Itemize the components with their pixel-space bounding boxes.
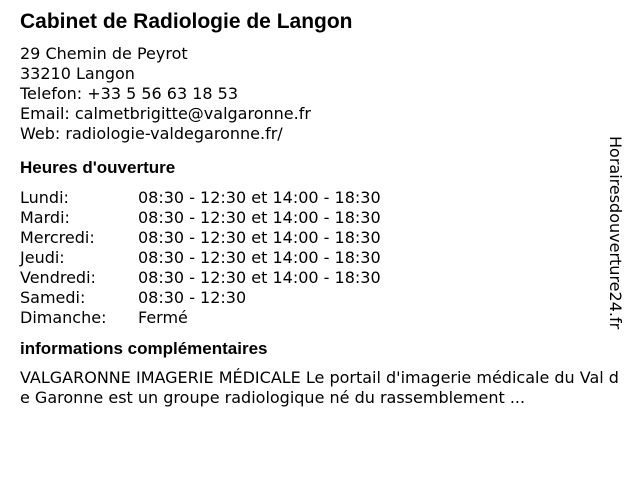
day-label: Mardi: [20,208,70,227]
time-value: 08:30 - 12:30 et 14:00 - 18:30 [138,268,381,287]
day-label: Jeudi: [20,248,65,267]
web-line[interactable]: Web: radiologie-valdegaronne.fr/ [20,124,283,143]
time-value: 08:30 - 12:30 [138,288,247,307]
info-description: VALGARONNE IMAGERIE MÉDICALE Le portail d'imagerie médicale du Val de Garonne est un groupe radiologique né du rassemblement ... [20,368,619,407]
hours-table [20,188,620,328]
business-name: Cabinet de Radiologie de Langon [20,10,353,33]
hours-row-saturday [20,288,620,308]
email-line[interactable]: Email: calmetbrigitte@valgaronne.fr [20,104,311,123]
hours-row-wednesday [20,228,620,248]
day-label: Lundi: [20,188,69,207]
hours-row-friday [20,268,620,288]
site-watermark: Horairesdouverture24.fr [606,136,625,330]
day-label: Samedi: [20,288,86,307]
day-label: Mercredi: [20,228,95,247]
address-line-street: 29 Chemin de Peyrot [20,44,188,63]
time-value: Fermé [138,308,188,327]
time-value: 08:30 - 12:30 et 14:00 - 18:30 [138,208,381,227]
info-title: informations complémentaires [20,339,268,358]
hours-row-thursday [20,248,620,268]
time-value: 08:30 - 12:30 et 14:00 - 18:30 [138,188,381,207]
address-line-city: 33210 Langon [20,64,135,83]
phone-line[interactable]: Telefon: +33 5 56 63 18 53 [20,84,239,103]
day-label: Vendredi: [20,268,96,287]
time-value: 08:30 - 12:30 et 14:00 - 18:30 [138,248,381,267]
hours-row-monday [20,188,620,208]
time-value: 08:30 - 12:30 et 14:00 - 18:30 [138,228,381,247]
hours-title: Heures d'ouverture [20,158,176,177]
hours-row-tuesday [20,208,620,228]
business-card [20,8,620,408]
contact-block [20,44,620,144]
day-label: Dimanche: [20,308,107,327]
hours-row-sunday [20,308,620,328]
